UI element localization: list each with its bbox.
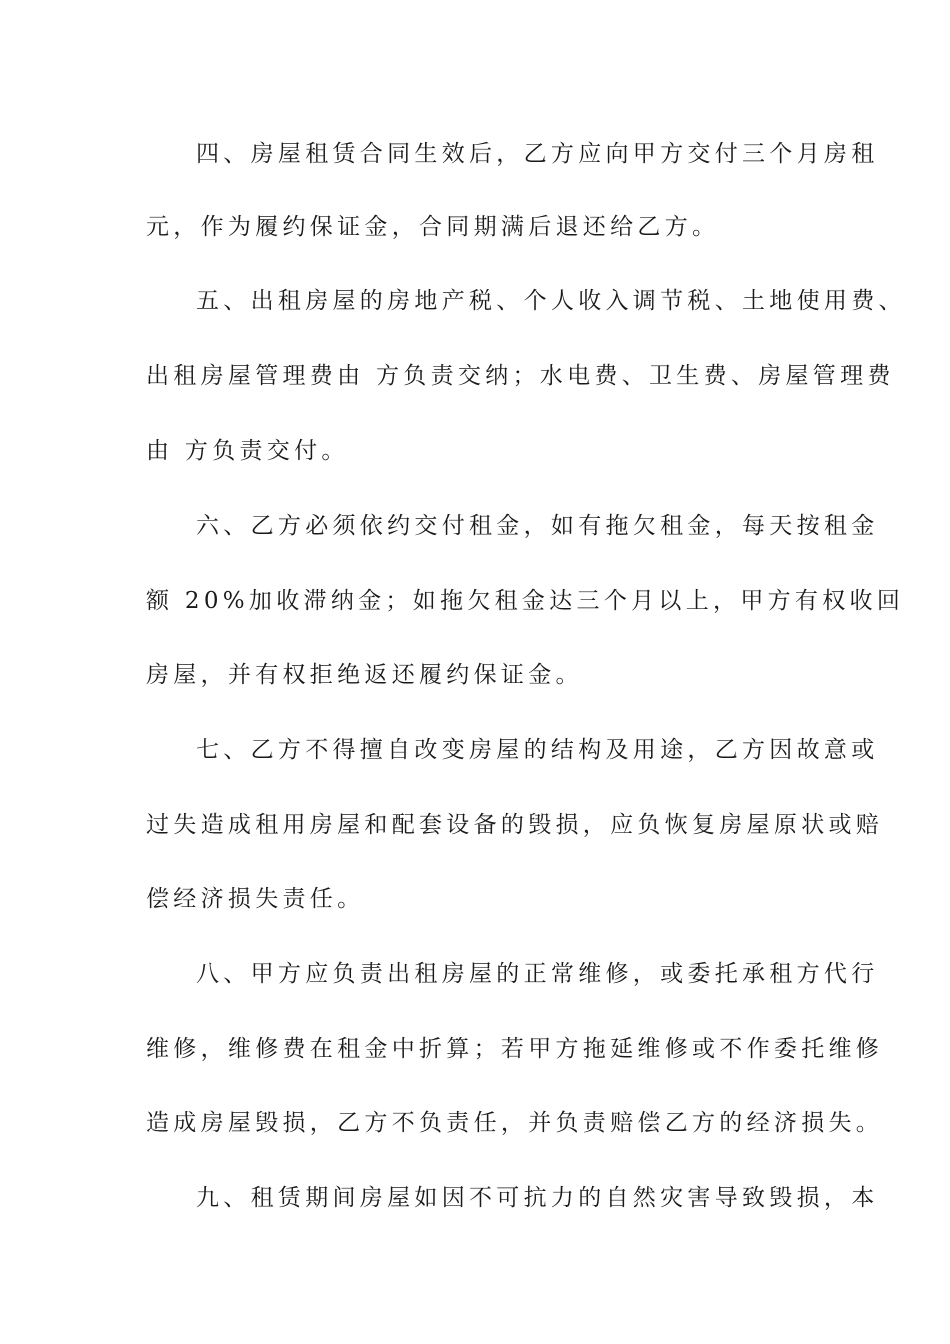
- clause-8-line-2: 维修，维修费在租金中折算；若甲方拖延维修或不作委托维修: [146, 1036, 884, 1062]
- clause-5-line-1: 五、出租房屋的房地产税、个人收入调节税、土地使用费、: [196, 288, 906, 314]
- clause-4-line-1: 四、房屋租赁合同生效后，乙方应向甲方交付三个月房租: [196, 141, 879, 167]
- clause-7-line-2: 过失造成租用房屋和配套设备的毁损，应负恢复房屋原状或赔: [146, 812, 884, 838]
- clause-7-line-1: 七、乙方不得擅自改变房屋的结构及用途，乙方因故意或: [196, 737, 879, 763]
- clause-6-line-2: 额 20%加收滞纳金；如拖欠租金达三个月以上，甲方有权收回: [146, 588, 905, 614]
- clause-4-line-2: 元，作为履约保证金，合同期满后退还给乙方。: [146, 214, 720, 240]
- clause-5-line-3: 由 方负责交付。: [146, 438, 349, 464]
- clause-6-line-3: 房屋，并有权拒绝返还履约保证金。: [146, 662, 583, 688]
- clause-8-line-3: 造成房屋毁损，乙方不负责任，并负责赔偿乙方的经济损失。: [146, 1110, 884, 1136]
- clause-6-line-1: 六、乙方必须依约交付租金，如有拖欠租金，每天按租金: [196, 513, 879, 539]
- clause-7-line-3: 偿经济损失责任。: [146, 886, 365, 912]
- clause-9-line-1: 九、租赁期间房屋如因不可抗力的自然灾害导致毁损，本: [196, 1185, 879, 1211]
- clause-8-line-1: 八、甲方应负责出租房屋的正常维修，或委托承租方代行: [196, 961, 879, 987]
- clause-5-line-2: 出租房屋管理费由 方负责交纳；水电费、卫生费、房屋管理费: [146, 363, 895, 389]
